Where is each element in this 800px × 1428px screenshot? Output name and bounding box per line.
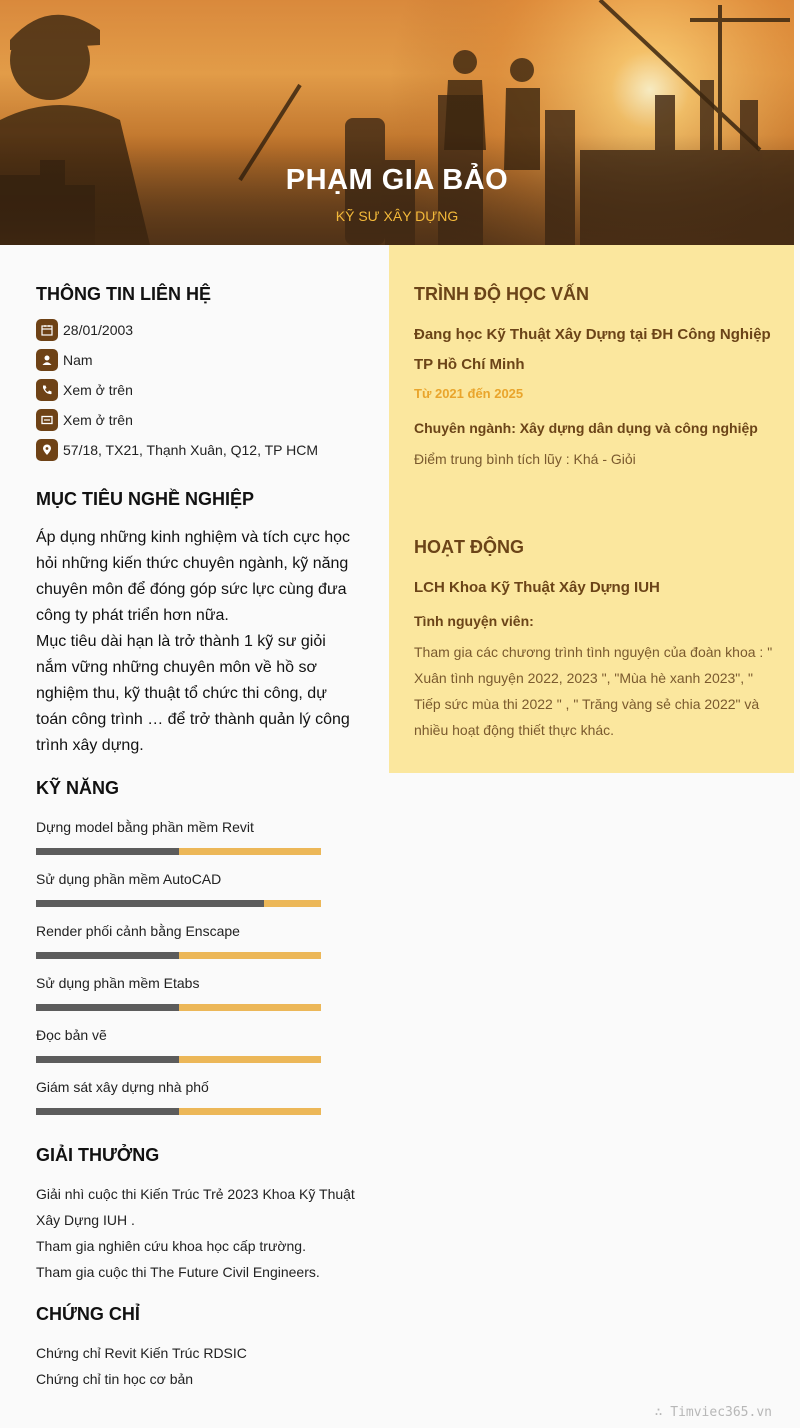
certificate-item: Chứng chỉ tin học cơ bản bbox=[36, 1371, 194, 1387]
award-item: Giải nhì cuộc thi Kiến Trúc Trẻ 2023 Khoa Kỹ Thuật Xây Dựng IUH . bbox=[36, 1186, 355, 1228]
email-icon bbox=[36, 409, 58, 431]
skill-bar bbox=[36, 900, 321, 907]
objective-body bbox=[36, 525, 356, 759]
contact-heading: THÔNG TIN LIÊN HỆ bbox=[36, 284, 211, 304]
education-major: Chuyên ngành: Xây dựng dân dụng và công nghiệp bbox=[414, 420, 758, 436]
education-heading: TRÌNH ĐỘ HỌC VẤN bbox=[414, 284, 589, 304]
awards-list bbox=[36, 1181, 356, 1285]
skill-label: Giám sát xây dựng nhà phố bbox=[36, 1079, 209, 1095]
contact-text: 28/01/2003 bbox=[63, 322, 134, 338]
skill-item bbox=[36, 1079, 321, 1095]
skill-label: Sử dụng phần mềm Etabs bbox=[36, 975, 200, 991]
watermark: ∴ Timviec365.vn bbox=[654, 1405, 772, 1420]
right-panel bbox=[389, 245, 794, 773]
phone-icon bbox=[36, 379, 58, 401]
education-school: Đang học Kỹ Thuật Xây Dựng tại ĐH Công Nghiệp TP Hồ Chí Minh bbox=[414, 326, 771, 373]
objective-heading: MỤC TIÊU NGHỀ NGHIỆP bbox=[36, 489, 255, 509]
skill-bar-fill bbox=[36, 1056, 179, 1063]
skill-bar bbox=[36, 1108, 321, 1115]
education-years: Từ 2021 đến 2025 bbox=[414, 386, 524, 401]
calendar-icon bbox=[36, 319, 58, 341]
skill-label: Dựng model bằng phần mềm Revit bbox=[36, 819, 254, 835]
activity-org: LCH Khoa Kỹ Thuật Xây Dựng IUH bbox=[414, 579, 660, 596]
award-item: Tham gia cuộc thi The Future Civil Engineers. bbox=[36, 1264, 320, 1280]
skill-item bbox=[36, 975, 321, 991]
activities-heading: HOẠT ĐỘNG bbox=[414, 537, 524, 557]
certificates-list bbox=[36, 1340, 356, 1392]
contact-email bbox=[36, 409, 133, 431]
award-item: Tham gia nghiên cứu khoa học cấp trường. bbox=[36, 1238, 306, 1254]
activity-role: Tình nguyện viên: bbox=[414, 613, 534, 629]
location-icon bbox=[36, 439, 58, 461]
skill-bar-fill bbox=[36, 900, 264, 907]
contact-text: Nam bbox=[63, 352, 93, 368]
skill-item bbox=[36, 871, 321, 887]
candidate-name: PHẠM GIA BẢO bbox=[285, 164, 509, 196]
skill-bar bbox=[36, 952, 321, 959]
objective-paragraph: Mục tiêu dài hạn là trở thành 1 kỹ sư giỏi nắm vững những chuyên môn về hồ sơ nghiệm thu, kỹ thuật tổ chức thi công, dự toán công trình … để trở thành quản lý công trình xây dựng. bbox=[36, 633, 350, 754]
skill-item bbox=[36, 1027, 321, 1043]
skill-bar bbox=[36, 1004, 321, 1011]
skill-label: Đọc bản vẽ bbox=[36, 1027, 107, 1043]
certificates-heading: CHỨNG CHỈ bbox=[36, 1304, 140, 1324]
contact-text: 57/18, TX21, Thạnh Xuân, Q12, TP HCM bbox=[63, 442, 319, 458]
skill-bar-fill bbox=[36, 952, 179, 959]
awards-heading: GIẢI THƯỞNG bbox=[36, 1145, 160, 1165]
contact-text: Xem ở trên bbox=[63, 412, 133, 428]
objective-paragraph: Áp dụng những kinh nghiệm và tích cực học hỏi những kiến thức chuyên ngành, kỹ năng chuyên môn để đóng góp sức lực cùng đưa công ty phát triển hơn nữa. bbox=[36, 529, 351, 624]
contact-phone bbox=[36, 379, 133, 401]
activity-description: Tham gia các chương trình tình nguyện của đoàn khoa : " Xuân tình nguyện 2022, 2023 ", "Mùa hè xanh 2023", " Tiếp sức mùa thi 2022 " , " Trăng vàng sẻ chia 2022" và nhiều hoạt động thiết thực khác. bbox=[414, 644, 773, 738]
header-banner bbox=[0, 0, 794, 245]
skill-bar-fill bbox=[36, 1108, 179, 1115]
education-gpa: Điểm trung bình tích lũy : Khá - Giỏi bbox=[414, 451, 636, 467]
contact-gender bbox=[36, 349, 93, 371]
skill-bar bbox=[36, 848, 321, 855]
user-icon bbox=[36, 349, 58, 371]
contact-text: Xem ở trên bbox=[63, 382, 133, 398]
skill-bar-fill bbox=[36, 1004, 179, 1011]
job-title: KỸ SƯ XÂY DỰNG bbox=[335, 208, 459, 224]
certificate-item: Chứng chỉ Revit Kiến Trúc RDSIC bbox=[36, 1345, 247, 1361]
skill-label: Render phối cảnh bằng Enscape bbox=[36, 923, 240, 939]
skill-bar-fill bbox=[36, 848, 179, 855]
contact-address bbox=[36, 439, 318, 461]
skill-label: Sử dụng phần mềm AutoCAD bbox=[36, 871, 222, 887]
skill-item bbox=[36, 923, 321, 939]
skill-bar bbox=[36, 1056, 321, 1063]
skills-heading: KỸ NĂNG bbox=[36, 778, 120, 798]
contact-birthdate bbox=[36, 319, 133, 341]
skill-item bbox=[36, 819, 321, 835]
